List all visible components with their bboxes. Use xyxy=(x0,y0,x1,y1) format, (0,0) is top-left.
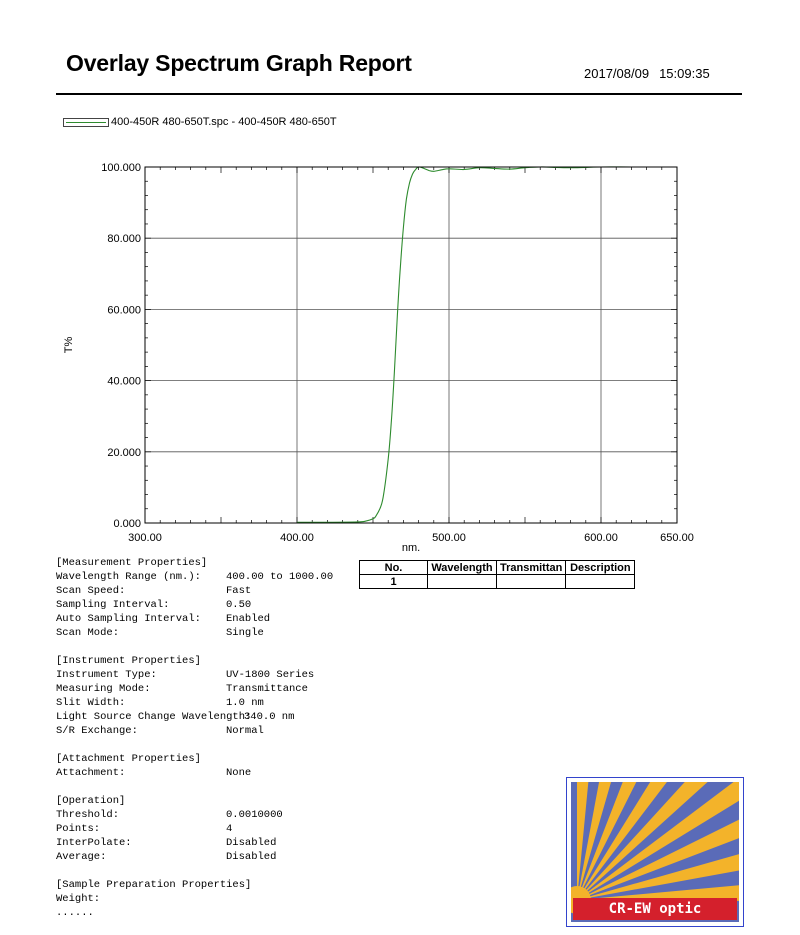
y-tick-label: 0.000 xyxy=(113,518,141,530)
property-section-heading: [Instrument Properties] xyxy=(56,655,201,667)
property-row xyxy=(56,906,333,920)
property-key: Average: xyxy=(56,851,107,863)
property-row xyxy=(56,710,333,724)
property-value: None xyxy=(226,767,252,779)
property-key: Weight: xyxy=(56,893,101,905)
peak-header-wavelength: Wavelength xyxy=(428,561,497,575)
x-tick-label: 600.00 xyxy=(584,532,618,544)
property-row xyxy=(56,626,333,640)
table-row xyxy=(360,575,635,589)
chart-ticks xyxy=(145,167,677,523)
property-row xyxy=(56,808,333,822)
property-section-heading: [Attachment Properties] xyxy=(56,753,201,765)
property-value: Enabled xyxy=(226,613,271,625)
report-time: 15:09:35 xyxy=(659,66,710,81)
property-key: ...... xyxy=(56,907,94,919)
property-row xyxy=(56,766,333,780)
property-section xyxy=(56,556,333,640)
company-logo xyxy=(566,777,744,927)
property-row xyxy=(56,724,333,738)
property-section xyxy=(56,654,333,738)
y-tick-label: 100.000 xyxy=(101,162,141,174)
chart-grid xyxy=(145,167,677,523)
property-value: UV-1800 Series xyxy=(226,669,315,681)
x-tick-label: 500.00 xyxy=(432,532,466,544)
y-tick-label: 40.000 xyxy=(107,375,141,388)
property-row xyxy=(56,696,333,710)
property-value: 340.0 nm xyxy=(244,711,295,723)
legend-label: 400-450R 480-650T.spc - 400-450R 480-650T xyxy=(111,116,337,128)
peak-table xyxy=(359,560,635,589)
y-axis-label: T% xyxy=(63,336,75,354)
property-section-heading: [Operation] xyxy=(56,795,126,807)
x-tick-label: 300.00 xyxy=(128,532,162,544)
property-key: Attachment: xyxy=(56,767,126,779)
peak-header-description: Description xyxy=(566,561,635,575)
property-value: 400.00 to 1000.00 xyxy=(226,571,334,583)
property-key: Sampling Interval: xyxy=(56,599,170,611)
properties-panel xyxy=(56,556,333,920)
property-section xyxy=(56,794,333,864)
peak-cell-no: 1 xyxy=(360,575,428,589)
property-value: Disabled xyxy=(226,851,277,863)
peak-header-no: No. xyxy=(360,561,428,575)
property-value: Fast xyxy=(226,585,252,597)
property-row xyxy=(56,850,333,864)
property-row xyxy=(56,836,333,850)
property-section xyxy=(56,878,333,920)
property-value: Single xyxy=(226,627,264,639)
property-key: Threshold: xyxy=(56,809,120,821)
property-value: Transmittance xyxy=(226,683,308,695)
peak-header-transmittance: Transmittan xyxy=(497,561,566,575)
property-section-heading: [Measurement Properties] xyxy=(56,557,208,569)
x-axis-label: nm. xyxy=(401,542,421,554)
plot-frame xyxy=(145,167,677,523)
peak-table-header xyxy=(360,561,635,575)
property-key: Light Source Change Wavelength: xyxy=(56,711,252,723)
property-key: Scan Mode: xyxy=(56,627,120,639)
property-row xyxy=(56,668,333,682)
property-key: Wavelength Range (nm.): xyxy=(56,571,201,583)
y-tick-label: 60.000 xyxy=(107,304,141,317)
property-row xyxy=(56,584,333,598)
series-line xyxy=(297,167,677,522)
property-section xyxy=(56,752,333,780)
property-value: 0.50 xyxy=(226,599,252,611)
property-key: Measuring Mode: xyxy=(56,683,151,695)
property-key: S/R Exchange: xyxy=(56,725,138,737)
logo-text: CR-EW optic xyxy=(573,898,737,920)
property-key: Auto Sampling Interval: xyxy=(56,613,201,625)
report-title: Overlay Spectrum Graph Report xyxy=(66,50,412,76)
property-row xyxy=(56,598,333,612)
property-row xyxy=(56,612,333,626)
property-row xyxy=(56,892,333,906)
y-tick-label: 20.000 xyxy=(107,446,141,459)
property-value: 1.0 nm xyxy=(226,697,264,709)
property-value: Normal xyxy=(226,725,264,737)
peak-cell-description xyxy=(566,575,635,589)
property-key: Points: xyxy=(56,823,101,835)
property-value: Disabled xyxy=(226,837,277,849)
property-value: 0.0010000 xyxy=(226,809,283,821)
peak-cell-transmittance xyxy=(497,575,566,589)
property-row xyxy=(56,822,333,836)
y-tick-labels xyxy=(101,162,141,530)
y-tick-label: 80.000 xyxy=(107,233,141,246)
x-tick-label: 650.00 xyxy=(660,532,694,544)
property-row xyxy=(56,682,333,696)
x-tick-label: 400.00 xyxy=(280,532,314,544)
property-key: Instrument Type: xyxy=(56,669,157,681)
property-key: InterPolate: xyxy=(56,837,132,849)
property-row xyxy=(56,570,333,584)
property-key: Scan Speed: xyxy=(56,585,126,597)
property-value: 4 xyxy=(226,823,233,835)
property-key: Slit Width: xyxy=(56,697,126,709)
report-date: 2017/08/09 xyxy=(584,66,650,81)
property-section-heading: [Sample Preparation Properties] xyxy=(56,879,252,891)
peak-cell-wavelength xyxy=(428,575,497,589)
